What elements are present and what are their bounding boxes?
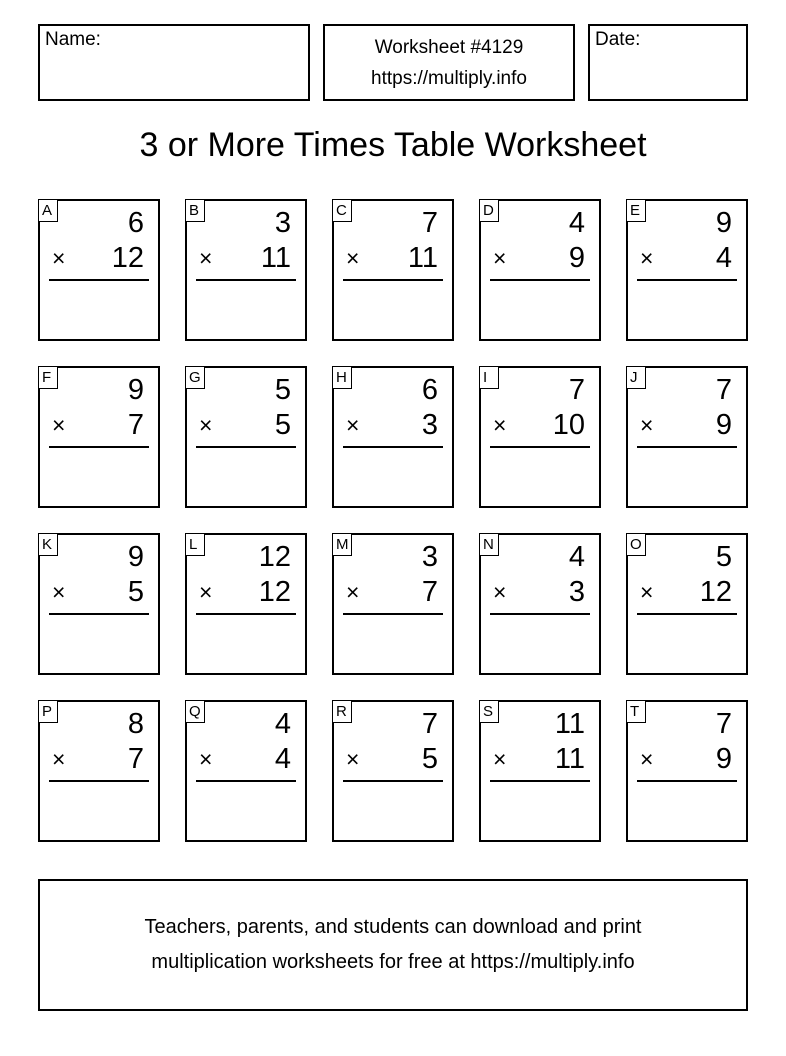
problem-letter: D [479, 199, 499, 222]
times-sign: × [493, 579, 507, 605]
answer-line [490, 780, 590, 782]
times-sign: × [640, 412, 654, 438]
multiplicand: 4 [568, 541, 585, 573]
multiplicand: 6 [421, 374, 438, 406]
answer-line [49, 780, 149, 782]
multiplicand: 3 [421, 541, 438, 573]
problem-letter: H [332, 366, 352, 389]
problem-letter: T [626, 700, 646, 723]
multiplier: 5 [421, 743, 438, 775]
problem-letter: Q [185, 700, 205, 723]
multiplicand: 7 [421, 207, 438, 239]
answer-line [343, 613, 443, 615]
problem-card [626, 533, 748, 675]
multiplicand: 9 [715, 207, 732, 239]
answer-line [196, 279, 296, 281]
problem-letter: B [185, 199, 205, 222]
multiplicand: 6 [127, 207, 144, 239]
date-label: Date: [595, 29, 641, 50]
times-sign: × [493, 245, 507, 271]
problem-card [332, 700, 454, 842]
worksheet-url: https://multiply.info [371, 67, 527, 89]
problem-letter: L [185, 533, 205, 556]
answer-line [343, 780, 443, 782]
problem-letter: I [479, 366, 499, 389]
problem-letter: N [479, 533, 499, 556]
problem-card [626, 199, 748, 341]
problem-card [185, 366, 307, 508]
answer-line [637, 279, 737, 281]
times-sign: × [199, 412, 213, 438]
answer-line [343, 279, 443, 281]
multiplicand: 5 [715, 541, 732, 573]
multiplicand: 9 [127, 374, 144, 406]
problem-card [626, 366, 748, 508]
multiplier: 3 [421, 409, 438, 441]
multiplier: 11 [260, 242, 291, 274]
problem-letter: A [38, 199, 58, 222]
problem-card [38, 199, 160, 341]
times-sign: × [346, 579, 360, 605]
answer-line [490, 613, 590, 615]
multiplicand: 3 [274, 207, 291, 239]
times-sign: × [52, 579, 66, 605]
multiplier: 11 [407, 242, 438, 274]
times-sign: × [493, 412, 507, 438]
problem-letter: S [479, 700, 499, 723]
footer-line-2: multiplication worksheets for free at https://multiply.info [151, 951, 635, 973]
answer-line [490, 279, 590, 281]
multiplier: 12 [258, 576, 291, 608]
page-title: 3 or More Times Table Worksheet [139, 126, 647, 164]
problem-letter: K [38, 533, 58, 556]
times-sign: × [640, 245, 654, 271]
answer-line [49, 279, 149, 281]
problem-card [332, 199, 454, 341]
problem-card [332, 366, 454, 508]
answer-line [196, 780, 296, 782]
problem-letter: J [626, 366, 646, 389]
multiplicand: 4 [274, 708, 291, 740]
multiplicand: 7 [715, 374, 732, 406]
problem-letter: O [626, 533, 646, 556]
multiplier: 5 [127, 576, 144, 608]
date-box [588, 24, 748, 101]
answer-line [637, 613, 737, 615]
problem-card [332, 533, 454, 675]
multiplicand: 8 [127, 708, 144, 740]
problem-card [185, 700, 307, 842]
answer-line [49, 446, 149, 448]
name-label: Name: [45, 29, 101, 50]
multiplier: 9 [715, 409, 732, 441]
problem-card [38, 366, 160, 508]
multiplier: 7 [127, 743, 144, 775]
times-sign: × [346, 412, 360, 438]
problem-letter: G [185, 366, 205, 389]
times-sign: × [199, 746, 213, 772]
multiplicand: 12 [258, 541, 291, 573]
multiplier: 12 [111, 242, 144, 274]
problem-card [479, 199, 601, 341]
multiplier: 4 [715, 242, 732, 274]
name-box [38, 24, 310, 101]
problem-letter: M [332, 533, 352, 556]
problem-letter: R [332, 700, 352, 723]
problem-card [185, 533, 307, 675]
times-sign: × [199, 579, 213, 605]
problem-card [38, 700, 160, 842]
multiplier: 7 [421, 576, 438, 608]
multiplier: 12 [699, 576, 732, 608]
times-sign: × [346, 746, 360, 772]
multiplier: 9 [715, 743, 732, 775]
times-sign: × [640, 746, 654, 772]
times-sign: × [52, 746, 66, 772]
multiplier: 10 [552, 409, 585, 441]
times-sign: × [493, 746, 507, 772]
problem-card [479, 533, 601, 675]
problem-letter: C [332, 199, 352, 222]
multiplicand: 7 [568, 374, 585, 406]
multiplier: 3 [568, 576, 585, 608]
problem-card [479, 700, 601, 842]
problem-card [479, 366, 601, 508]
times-sign: × [199, 245, 213, 271]
answer-line [637, 446, 737, 448]
multiplicand: 7 [421, 708, 438, 740]
times-sign: × [52, 412, 66, 438]
footer-box [38, 879, 748, 1011]
problem-letter: E [626, 199, 646, 222]
answer-line [343, 446, 443, 448]
answer-line [637, 780, 737, 782]
times-sign: × [52, 245, 66, 271]
problem-card [38, 533, 160, 675]
multiplicand: 4 [568, 207, 585, 239]
worksheet-number: Worksheet #4129 [374, 36, 524, 58]
multiplier: 7 [127, 409, 144, 441]
problem-letter: P [38, 700, 58, 723]
multiplier: 9 [568, 242, 585, 274]
multiplicand: 9 [127, 541, 144, 573]
multiplier: 5 [274, 409, 291, 441]
multiplicand: 7 [715, 708, 732, 740]
multiplicand: 5 [274, 374, 291, 406]
answer-line [196, 613, 296, 615]
worksheet-info-box [323, 24, 575, 101]
multiplier: 11 [554, 743, 585, 775]
footer-line-1: Teachers, parents, and students can download and print [144, 916, 642, 938]
answer-line [49, 613, 149, 615]
times-sign: × [640, 579, 654, 605]
problem-letter: F [38, 366, 58, 389]
problem-card [626, 700, 748, 842]
multiplicand: 11 [554, 708, 585, 740]
answer-line [490, 446, 590, 448]
problem-card [185, 199, 307, 341]
times-sign: × [346, 245, 360, 271]
answer-line [196, 446, 296, 448]
multiplier: 4 [274, 743, 291, 775]
